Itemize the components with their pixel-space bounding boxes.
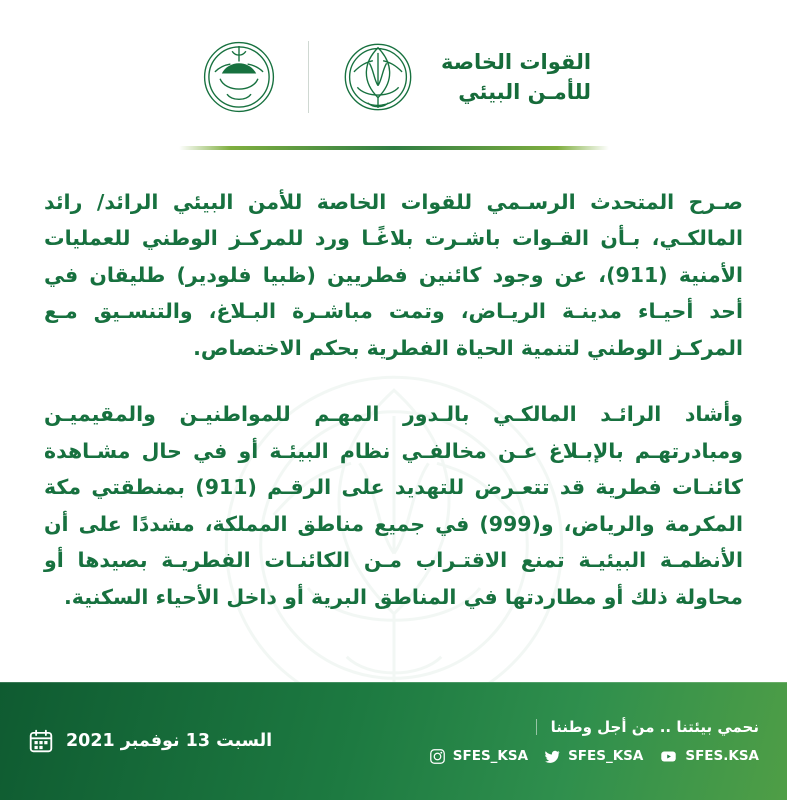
footer <box>0 682 787 800</box>
twitter-link[interactable] <box>544 748 643 765</box>
instagram-link[interactable] <box>429 748 528 765</box>
paragraph-2: وأشاد الرائـد المالكـي بالـدور المهـم للمواطنيـن والمقيميـن ومبادرتهـم بالإبـلاغ عـن مخالفـي نظام البيئـة أو في حال مشـاهدة كائنـات فطرية قد تتعـرض للتهديد على الرقـم (911) بمنطقتي مكة المكرمة والرياض، و(999) في جميع مناطق المملكة، مشددًا على أن الأنظمـة البيئيـة تمنع الاقتـراب مـن الكائنـات الفطريـة بصيدها أو محاولة ذلك أو مطاردتها في المناطق البرية أو داخل الأحياء السكنية. <box>44 402 743 609</box>
social-links <box>429 748 759 765</box>
brand-wordmark-line2: للأمـن البيئي <box>458 80 592 104</box>
brand-wordmark-line1: القوات الخاصة <box>440 49 592 74</box>
brand-wordmark <box>441 47 591 108</box>
article-body <box>0 150 787 682</box>
footer-slogan-separator <box>536 719 537 735</box>
instagram-icon <box>429 748 446 765</box>
footer-brand-block <box>429 718 759 765</box>
paragraph-1: صـرح المتحدث الرسـمي للقوات الخاصة للأمن البيئي الرائد/ رائد المالكـي، بـأن القـوات باشـرت بلاغًـا ورد للمركـز الوطني للعمليات الأمنية (911)، عن وجود كائنين فطريين (ظبيا فلودير) طليقان في أحد أحيـاء مدينـة الريـاض، وتمت مباشـرة البـلاغ، والتنسـيق مـع المركـز الوطني لتنمية الحياة الفطرية بحكم الاختصاص. <box>44 190 743 360</box>
footer-slogan-row <box>536 718 759 736</box>
footer-slogan: نحمي بيئتنا .. من أجل وطننا <box>550 717 759 736</box>
twitter-icon <box>544 748 561 765</box>
header-inner <box>196 34 591 120</box>
ministry-of-interior-emblem <box>196 34 282 120</box>
footer-date-block <box>28 728 272 754</box>
saudi-special-forces-environmental-security-emblem <box>335 34 421 120</box>
twitter-handle: SFES_KSA <box>568 748 644 764</box>
youtube-icon <box>659 748 678 765</box>
header <box>0 0 787 120</box>
footer-date: السبت 13 نوفمبر 2021 <box>66 731 273 751</box>
header-divider <box>308 41 309 113</box>
youtube-link[interactable] <box>659 748 759 765</box>
instagram-handle: SFES_KSA <box>452 748 529 764</box>
youtube-handle: SFES.KSA <box>685 748 759 764</box>
calendar-icon <box>28 728 54 754</box>
